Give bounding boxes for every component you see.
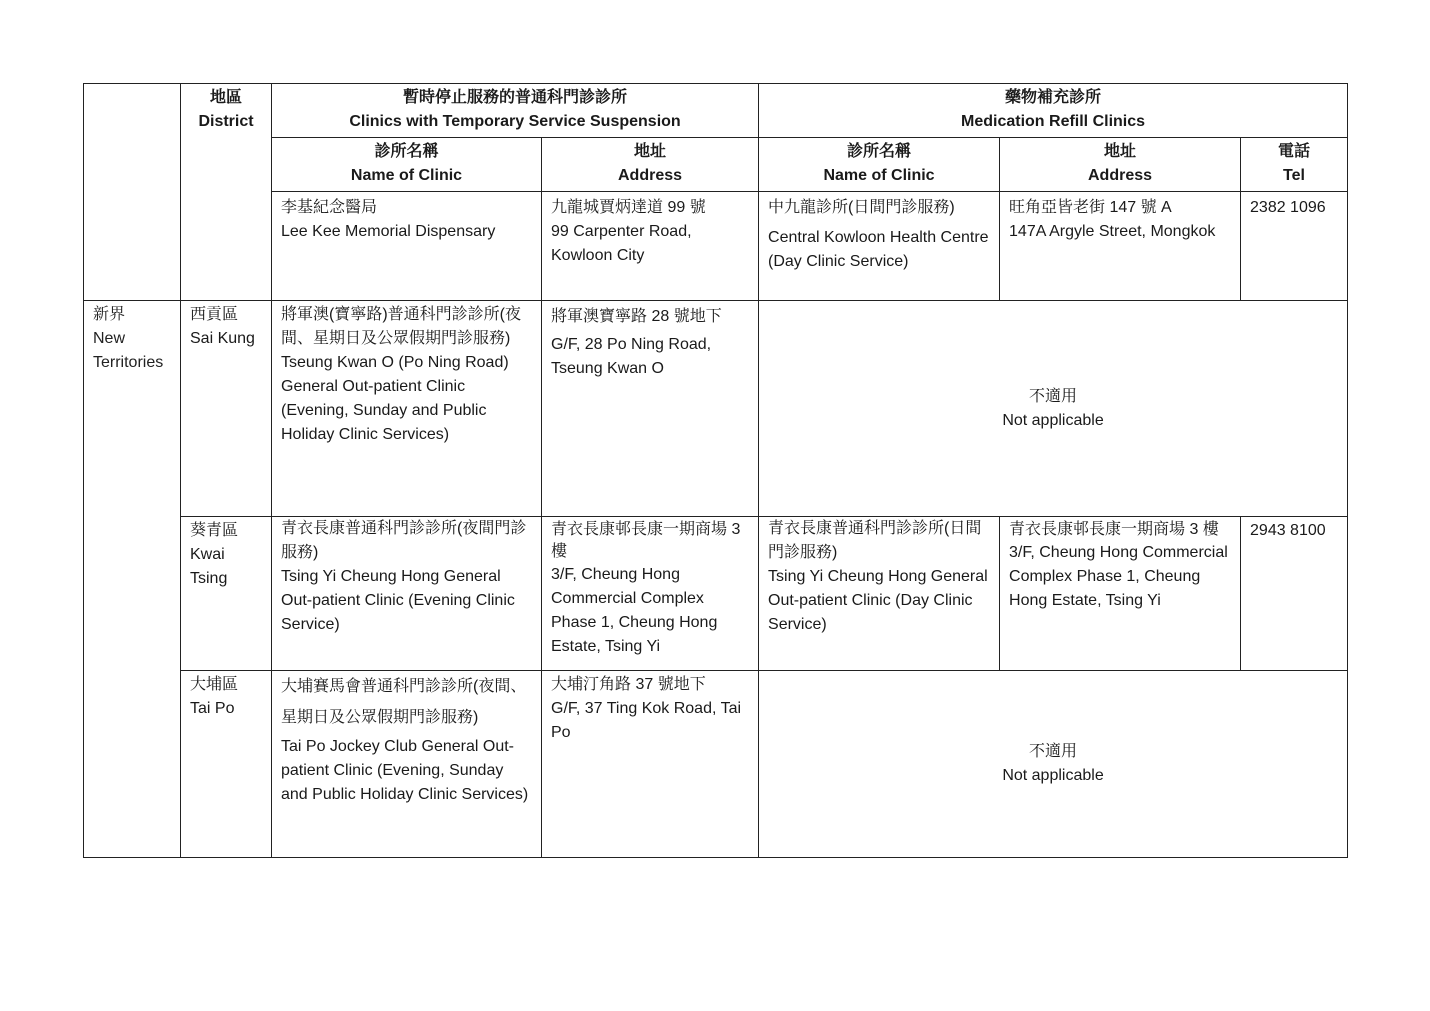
region-zh: 新界 <box>93 306 126 323</box>
susp-clinic-name-en: Tseung Kwan O (Po Ning Road) General Out-patient Clinic (Evening, Sunday and Public Holiday Clinic Services) <box>281 354 509 443</box>
susp-clinic-name-zh: 青衣長康普通科門診診所(夜間門診服務) <box>281 520 527 561</box>
district-cell <box>181 671 272 858</box>
susp-clinic-name-zh: 大埔賽馬會普通科門診診所(夜間、星期日及公眾假期門診服務) <box>281 678 527 726</box>
not-applicable-cell <box>759 301 1348 517</box>
district-en: Sai Kung <box>190 330 255 347</box>
refill-address-header-en: Address <box>1088 167 1153 184</box>
clinic-table <box>83 83 1348 858</box>
table-row <box>84 301 1348 517</box>
susp-address-header-zh: 地址 <box>634 143 667 160</box>
refill-clinic-address-en: 3/F, Cheung Hong Commercial Complex Phase 1, Cheung Hong Estate, Tsing Yi <box>1009 544 1228 609</box>
refill-clinic-address-zh: 旺角亞皆老街 147 號 A <box>1009 199 1172 216</box>
susp-clinic-name <box>272 192 542 301</box>
susp-clinic-address <box>542 517 759 671</box>
district-en: Kwai Tsing <box>190 546 228 587</box>
refill-clinic-name-en: Central Kowloon Health Centre (Day Clinic Service) <box>768 229 989 270</box>
refill-clinic-address <box>1000 517 1241 671</box>
region-en: New Territories <box>93 330 164 371</box>
susp-name-header <box>272 138 542 192</box>
district-cell <box>181 517 272 671</box>
region-cell <box>84 301 181 858</box>
susp-clinic-address-zh: 青衣長康邨長康一期商場 3 樓 <box>551 521 741 560</box>
table-row <box>84 517 1348 671</box>
susp-clinic-name <box>272 671 542 858</box>
suspension-header <box>272 84 759 138</box>
susp-clinic-name <box>272 301 542 517</box>
tel-header <box>1241 138 1348 192</box>
district-header <box>181 84 272 301</box>
refill-clinic-address-zh: 青衣長康邨長康一期商場 3 樓 <box>1009 521 1219 538</box>
not-applicable-en: Not applicable <box>1002 411 1104 429</box>
tel-header-zh: 電話 <box>1278 143 1311 160</box>
not-applicable-en: Not applicable <box>1002 767 1104 784</box>
susp-clinic-name-en: Tai Po Jockey Club General Out-patient Clinic (Evening, Sunday and Public Holiday Clinic Services) <box>281 738 529 803</box>
suspension-header-en: Clinics with Temporary Service Suspension <box>349 113 681 130</box>
susp-clinic-name-zh: 李基紀念醫局 <box>281 199 378 216</box>
refill-name-header-zh: 診所名稱 <box>847 143 912 160</box>
susp-name-header-en: Name of Clinic <box>350 167 463 184</box>
susp-clinic-name-en: Tsing Yi Cheung Hong General Out-patient Clinic (Evening Clinic Service) <box>281 568 515 633</box>
refill-header-zh: 藥物補充診所 <box>1005 89 1102 106</box>
susp-name-header-zh: 診所名稱 <box>374 143 439 160</box>
susp-clinic-address <box>542 301 759 517</box>
table-row <box>84 192 1348 301</box>
susp-clinic-address-en: G/F, 37 Ting Kok Road, Tai Po <box>551 700 742 741</box>
refill-clinic-address <box>1000 192 1241 301</box>
susp-clinic-name-zh: 將軍澳(寶寧路)普通科門診診所(夜間、星期日及公眾假期門診服務) <box>281 306 521 347</box>
district-en: Tai Po <box>190 700 235 717</box>
susp-clinic-address-en: G/F, 28 Po Ning Road, Tseung Kwan O <box>551 336 712 377</box>
not-applicable-cell <box>759 671 1348 858</box>
not-applicable-zh: 不適用 <box>1029 387 1078 405</box>
district-header-en: District <box>198 113 254 130</box>
district-cell <box>181 301 272 517</box>
susp-clinic-address-en: 3/F, Cheung Hong Commercial Complex Phase 1, Cheung Hong Estate, Tsing Yi <box>551 566 718 655</box>
susp-clinic-address-en: 99 Carpenter Road, Kowloon City <box>551 223 692 264</box>
refill-name-header-en: Name of Clinic <box>823 167 935 184</box>
refill-clinic-name-zh: 青衣長康普通科門診診所(日間門診服務) <box>768 520 982 561</box>
susp-clinic-address-zh: 九龍城賈炳達道 99 號 <box>551 199 706 216</box>
susp-clinic-address-zh: 大埔汀角路 37 號地下 <box>551 676 706 693</box>
refill-address-header <box>1000 138 1241 192</box>
refill-clinic-name-zh: 中九龍診所(日間門診服務) <box>768 199 955 216</box>
district-zh: 大埔區 <box>190 676 239 693</box>
refill-clinic-address-en: 147A Argyle Street, Mongkok <box>1009 223 1216 240</box>
refill-clinic-name <box>759 192 1000 301</box>
refill-clinic-tel: 2382 1096 <box>1241 192 1348 301</box>
suspension-header-zh: 暫時停止服務的普通科門診診所 <box>403 89 628 106</box>
refill-header-en: Medication Refill Clinics <box>961 113 1146 130</box>
susp-clinic-address <box>542 671 759 858</box>
tel-header-en: Tel <box>1283 167 1305 184</box>
region-column-header <box>84 84 181 301</box>
district-zh: 葵青區 <box>190 522 239 539</box>
header-row-1 <box>84 84 1348 138</box>
susp-clinic-address-zh: 將軍澳寶寧路 28 號地下 <box>551 308 722 325</box>
refill-address-header-zh: 地址 <box>1104 143 1137 160</box>
susp-address-header <box>542 138 759 192</box>
refill-clinic-name-en: Tsing Yi Cheung Hong General Out-patient Clinic (Day Clinic Service) <box>768 568 988 633</box>
refill-header <box>759 84 1348 138</box>
table-row <box>84 671 1348 858</box>
not-applicable-zh: 不適用 <box>1029 743 1078 760</box>
susp-clinic-address <box>542 192 759 301</box>
district-header-zh: 地區 <box>209 89 242 106</box>
susp-address-header-en: Address <box>617 167 683 184</box>
refill-name-header <box>759 138 1000 192</box>
refill-clinic-tel: 2943 8100 <box>1241 517 1348 671</box>
header-row-2 <box>84 138 1348 192</box>
refill-clinic-name <box>759 517 1000 671</box>
susp-clinic-name-en: Lee Kee Memorial Dispensary <box>281 223 496 240</box>
district-zh: 西貢區 <box>190 306 239 323</box>
susp-clinic-name <box>272 517 542 671</box>
